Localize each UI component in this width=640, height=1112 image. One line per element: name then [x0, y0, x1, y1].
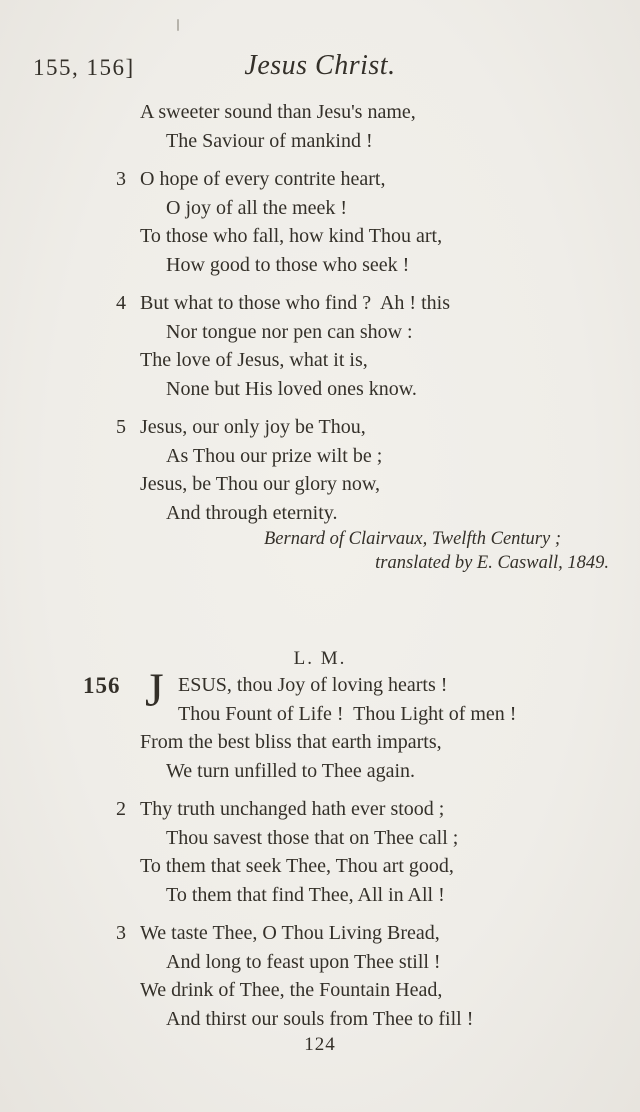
- hymn-opening-verse: [0, 664, 640, 785]
- hymn-attribution: [0, 527, 640, 575]
- hymn-line: How good to those who seek !: [166, 253, 410, 276]
- hymn-line: Thou Fount of Life ! Thou Light of men !: [178, 702, 517, 725]
- meter-label: L. M.: [293, 648, 347, 669]
- hymn-line: To them that find Thee, All in All !: [166, 883, 445, 906]
- hymn-verse: [0, 413, 640, 527]
- hymn-line: We taste Thee, O Thou Living Bread,: [140, 922, 440, 944]
- hymn-line: Nor tongue nor pen can show :: [166, 320, 413, 343]
- hymn-verse: [0, 795, 640, 909]
- verse-number: 3: [116, 922, 126, 944]
- hymn-line: None but His loved ones know.: [166, 377, 417, 400]
- hymn-verse: [0, 98, 640, 155]
- hymn-line: But what to those who find ? Ah ! this: [140, 292, 450, 314]
- hymn-line: And through eternity.: [166, 501, 338, 524]
- section-title: Jesus Christ.: [244, 50, 396, 81]
- hymn-line: The love of Jesus, what it is,: [140, 349, 368, 371]
- hymn-line: And thirst our souls from Thee to fill !: [166, 1007, 474, 1030]
- hymn-verse: [0, 165, 640, 279]
- hymn-line: Thy truth unchanged hath ever stood ;: [140, 798, 445, 820]
- verse-number: 4: [116, 292, 126, 314]
- hymn-line: We drink of Thee, the Fountain Head,: [140, 979, 443, 1001]
- hymn-line: Thou savest those that on Thee call ;: [166, 826, 459, 849]
- hymn-number: 156: [83, 673, 121, 698]
- verse-number: 3: [116, 168, 126, 190]
- hymn-verse: [0, 289, 640, 403]
- page-number: 124: [304, 1034, 336, 1055]
- hymn-line: And long to feast upon Thee still !: [166, 950, 441, 973]
- hymn-line: ESUS, thou Joy of loving hearts !: [178, 674, 448, 696]
- hymn-numbers-header: 155, 156]: [33, 55, 135, 80]
- hymn-line: We turn unfilled to Thee again.: [166, 759, 416, 782]
- hymn-line: As Thou our prize wilt be ;: [166, 444, 383, 467]
- hymn-line: The Saviour of mankind !: [166, 129, 373, 152]
- hymn-line: O hope of every contrite heart,: [140, 168, 386, 190]
- hymn-line: O joy of all the meek !: [166, 196, 348, 219]
- drop-cap-letter: J: [145, 664, 164, 717]
- hymn-line: To those who fall, how kind Thou art,: [140, 225, 443, 247]
- hymn-line: Jesus, our only joy be Thou,: [140, 416, 366, 438]
- hymn-verse: [0, 919, 640, 1033]
- hymn-line: To them that seek Thee, Thou art good,: [140, 855, 454, 877]
- page-header: [0, 0, 640, 98]
- hymn-155: [0, 98, 640, 575]
- hymn-156: [0, 647, 640, 1033]
- verse-number: 2: [116, 798, 126, 820]
- attribution-line: Bernard of Clairvaux, Twelfth Century ;: [263, 529, 561, 549]
- hymn-line: A sweeter sound than Jesu's name,: [140, 101, 416, 123]
- hymn-line: From the best bliss that earth imparts,: [140, 731, 442, 753]
- verse-number: 5: [116, 416, 126, 438]
- hymn-line: Jesus, be Thou our glory now,: [140, 473, 380, 495]
- attribution-line: translated by E. Caswall, 1849.: [375, 553, 609, 573]
